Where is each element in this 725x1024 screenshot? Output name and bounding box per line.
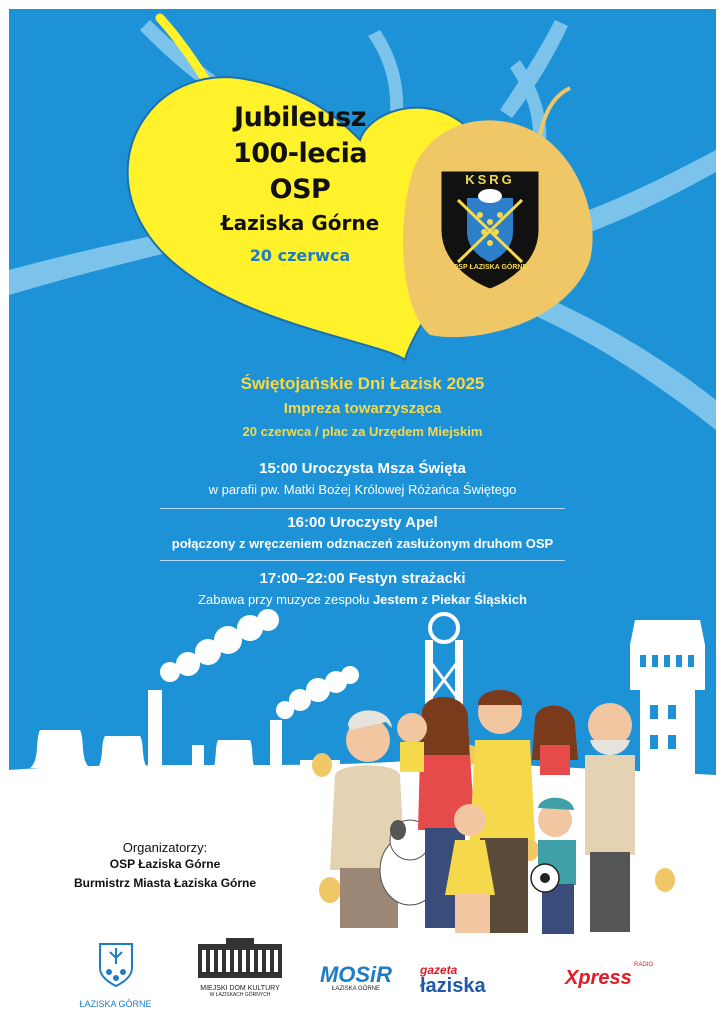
title-line-2: 100-lecia (232, 138, 368, 169)
mosir-logo-text: MOSiR (319, 962, 393, 987)
badge-top-text: KSRG (465, 172, 515, 187)
schedule-3-desc-prefix: Zabawa przy muzyce zespołu (198, 592, 373, 607)
mdk-logo (180, 938, 300, 998)
schedule-1-title: 15:00 Uroczysta Msza Święta (259, 460, 466, 477)
city-logo-text: ŁAZISKA GÓRNE (79, 999, 152, 1009)
schedule-3-title: 17:00–22:00 Festyn strażacki (259, 570, 466, 587)
gazeta-logo (420, 964, 540, 996)
gazeta-logo-top: gazeta (420, 963, 458, 977)
city-crest-icon (96, 940, 136, 988)
mosir-logo-sub: ŁAZISKA GÓRNE (331, 986, 380, 992)
organizers-block (40, 840, 290, 893)
radio-logo-top: RADIO (633, 962, 653, 968)
event-title: Świętojańskie Dni Łazisk 2025 (240, 374, 485, 393)
badge-bottom-text: OSP ŁAZISKA GÓRNE (452, 264, 528, 271)
schedule-2-title: 16:00 Uroczysty Apel (287, 514, 438, 531)
title-date: 20 czerwca (249, 246, 351, 265)
schedule-3-band: Jestem z Piekar Śląskich (372, 592, 527, 607)
organizers-heading: Organizatorzy: (122, 840, 208, 855)
event-place: 20 czerwca / plac za Urzędem Miejskim (242, 424, 483, 439)
smoke-clouds (160, 609, 359, 719)
organizer-2: Burmistrz Miasta Łaziska Górne (73, 876, 257, 890)
event-subtitle: Impreza towarzysząca (283, 400, 442, 417)
mdk-logo-line2: W ŁAZISKACH GÓRNYCH (209, 992, 271, 998)
gazeta-logo-bottom: łaziska (420, 975, 486, 997)
mdk-building-icon (196, 938, 284, 980)
title-line-3: OSP (269, 174, 331, 205)
family-illustration (330, 690, 635, 934)
radio-express-logo (565, 962, 665, 988)
schedule-1-desc: w parafii pw. Matki Bożej Królowej Różańca Świętego (208, 482, 517, 497)
schedule-2-desc: połączony z wręczeniem odznaczeń zasłużonym druhom OSP (171, 536, 554, 551)
mosir-logo (306, 964, 406, 992)
organizer-1: OSP Łaziska Górne (109, 857, 221, 871)
mdk-logo-line1: MIEJSKI DOM KULTURY (200, 985, 280, 992)
title-line-4: Łaziska Górne (220, 211, 380, 235)
radio-logo-name: Xpress (565, 967, 632, 989)
city-logo (68, 940, 163, 1009)
title-line-1: Jubileusz (234, 102, 366, 133)
